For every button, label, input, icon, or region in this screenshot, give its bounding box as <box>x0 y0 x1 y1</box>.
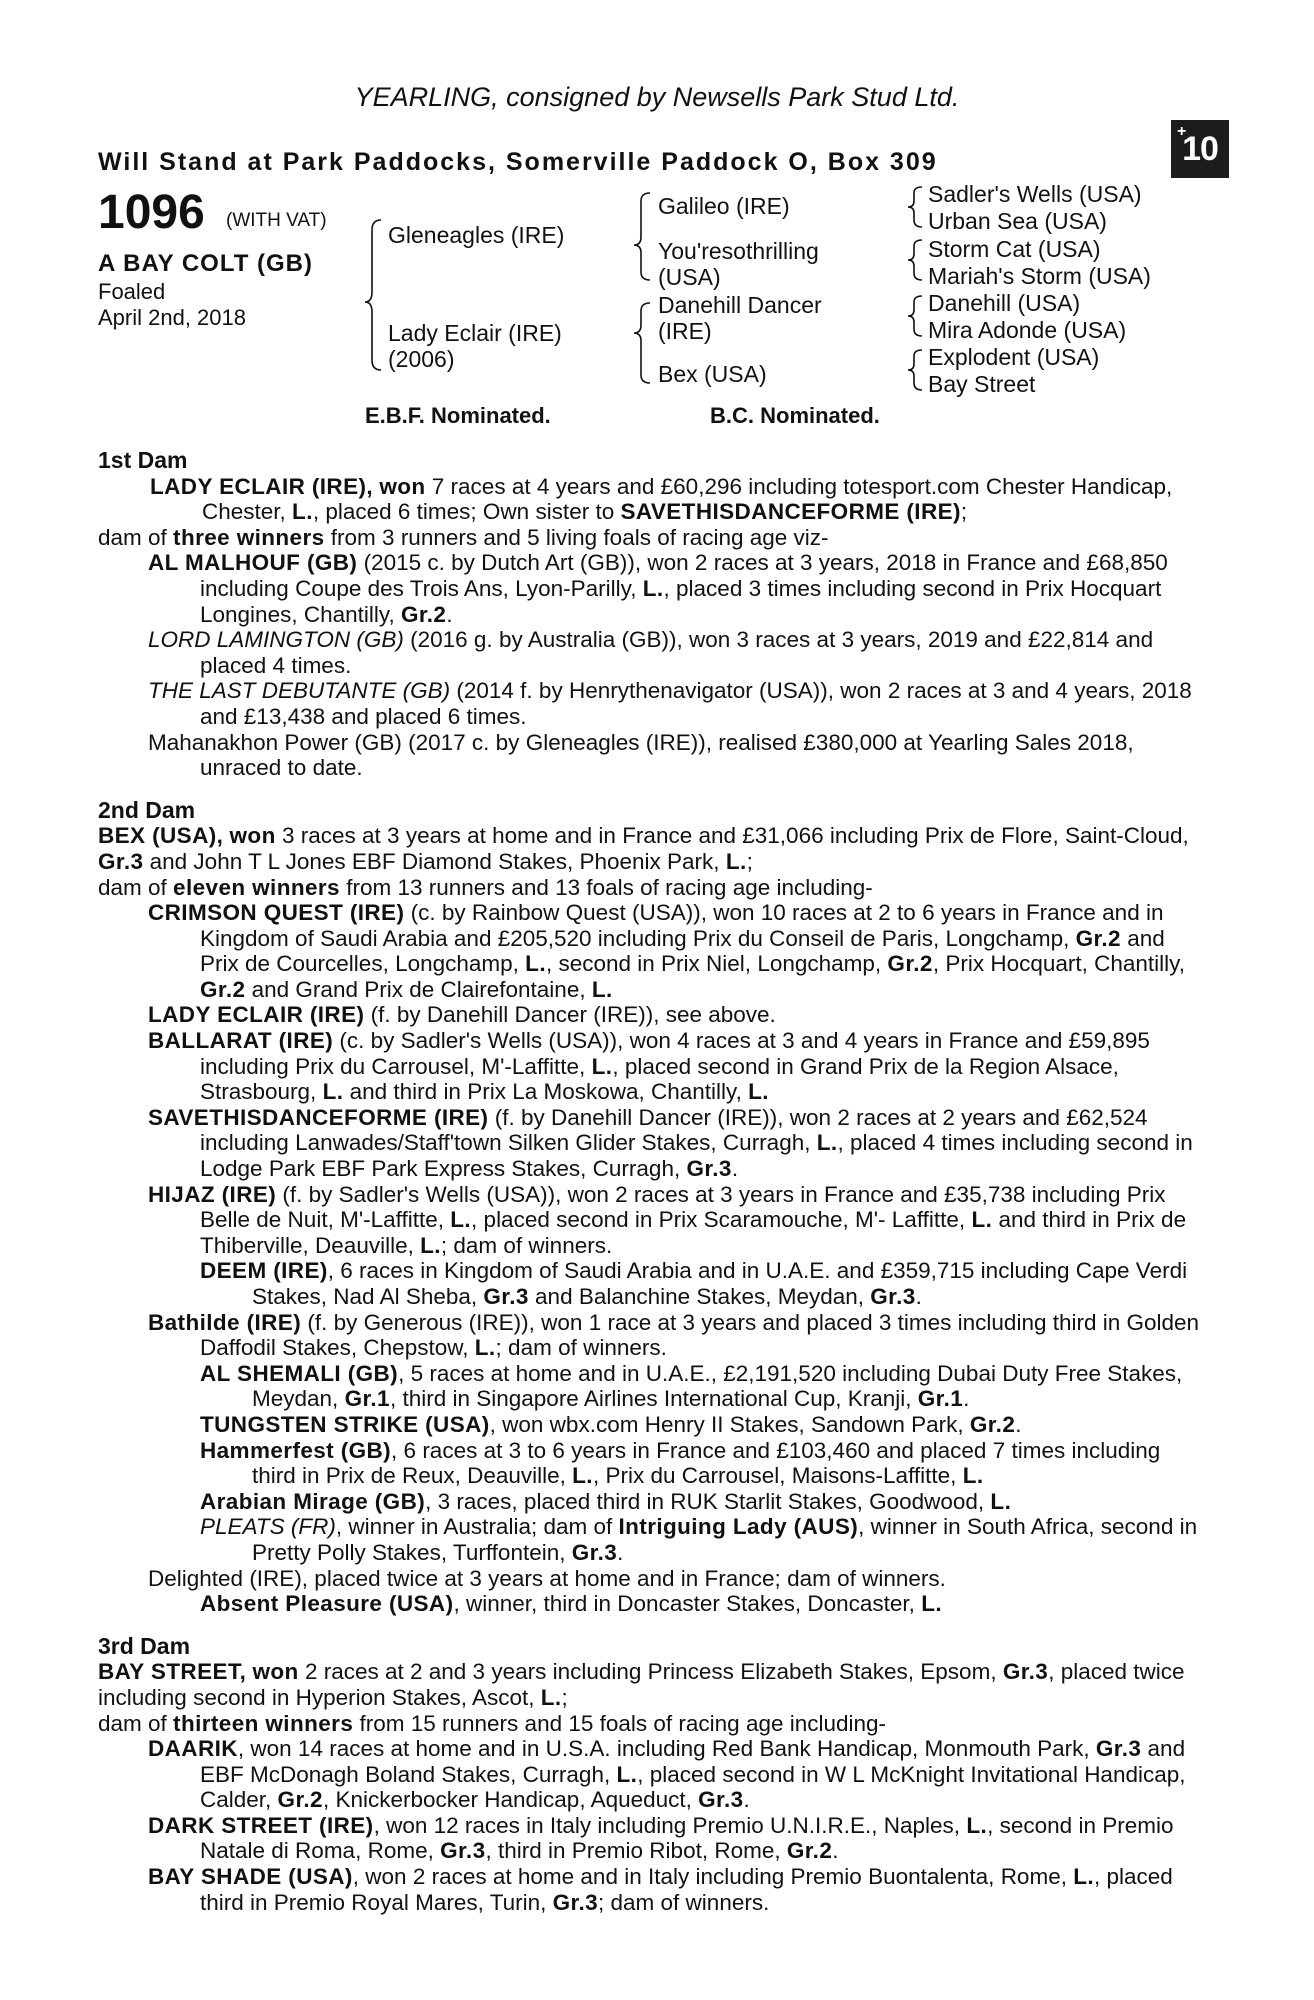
text: , placed 4 <box>837 1130 936 1156</box>
listed-tag: L. <box>725 848 747 874</box>
group-tag: Gr.2 <box>887 951 933 977</box>
text: , placed twice including second in Hyperion Stakes, Ascot, <box>98 1659 1185 1710</box>
listed-tag: L. <box>540 1684 562 1710</box>
grand-produce-entry <box>200 1258 1208 1309</box>
text: including Prix Belle de Nuit, M'-Laffitte, <box>200 1181 1166 1233</box>
punct: , <box>216 823 224 849</box>
second-dam-heading: 2nd Dam <box>98 796 196 823</box>
text: Region Alsace, Strasbourg, <box>200 1053 1119 1105</box>
produce-entry <box>148 627 1208 678</box>
pedigree-dam-name: Lady Eclair (IRE) <box>388 320 562 346</box>
punct: ; <box>746 848 753 874</box>
grand-produce-entry <box>200 1514 1208 1565</box>
text: 3 races at 3 years at home and in France and £31,066 including Prix de Flore, <box>282 823 1059 849</box>
horse-name: SAVETHISDANCEFORME (IRE) <box>148 1104 489 1130</box>
text: McKnight Invitational Handicap, Calder, <box>200 1761 1186 1813</box>
group-tag: Gr.3 <box>483 1284 529 1309</box>
pedigree-g4: Mariah's Storm (USA) <box>928 263 1151 289</box>
group-tag: Gr.2 <box>786 1838 833 1864</box>
horse-name: Hammerfest (GB) <box>200 1437 392 1463</box>
produce-entry <box>148 1566 1208 1592</box>
winners-count: eleven winners <box>173 874 340 900</box>
second-dam-record <box>98 823 1208 874</box>
grand-produce-entry <box>200 1591 1208 1617</box>
text: dam of <box>98 874 174 900</box>
text: , won wbx.com Henry II Stakes, Sandown Park, <box>489 1411 970 1437</box>
first-dam-heading: 1st Dam <box>98 447 188 473</box>
produce-entry <box>148 900 1208 1002</box>
group-tag: Gr.3 <box>98 848 144 874</box>
produce-record <box>98 448 1208 1915</box>
badge-plus-icon: + <box>1177 123 1186 140</box>
pedigree-g5: Danehill (USA) <box>928 290 1081 316</box>
text: and John T L Jones EBF Diamond Stakes, Phoenix Park, <box>143 848 726 874</box>
horse-name: CRIMSON QUEST (IRE) <box>148 900 405 926</box>
pedigree-dam-year: (2006) <box>388 346 455 372</box>
text: France and in Kingdom of Saudi Arabia and £205,520 including Prix du Conseil de Paris, <box>200 900 1164 951</box>
grand-produce-entry <box>200 1412 1208 1438</box>
text: and £62,524 including Lanwades/Staff'town Silken Glider Stakes, Curragh, <box>200 1104 1148 1156</box>
group-tag: Gr.3 <box>870 1284 916 1309</box>
produce-entry <box>148 1105 1208 1182</box>
pedigree-sire-dam-origin: (USA) <box>658 264 721 290</box>
punct: ; <box>561 1684 568 1710</box>
produce-entry <box>148 1002 1208 1028</box>
text: , second in Prix Niel, <box>545 951 752 977</box>
listed-tag: L. <box>616 1761 638 1787</box>
horse-name: LORD LAMINGTON (GB) <box>148 627 404 653</box>
grand-produce-entry <box>200 1489 1208 1515</box>
lot-number: 1096 <box>98 186 205 239</box>
pedigree-brackets <box>0 0 1314 420</box>
text: , Knickerbocker Handicap, Aqueduct, <box>322 1787 699 1813</box>
stand-location: Will Stand at Park Paddocks, Somerville Paddock O, Box 309 <box>98 148 938 176</box>
listed-tag: L. <box>292 499 313 525</box>
text: and Prix de Courcelles, Longchamp, <box>200 925 1165 977</box>
third-dam-heading: 3rd Dam <box>98 1632 191 1659</box>
text: , 5 races at home and in U.A.E., £2,191,520 including Dubai Duty <box>398 1360 1049 1386</box>
text: Africa, second in Pretty Polly Stakes, Turffontein, <box>252 1514 1198 1565</box>
text: , 6 races at 3 to 6 years in France and £103,460 and placed 7 times <box>391 1437 1066 1463</box>
punct: . <box>915 1284 922 1309</box>
text: , 3 races, placed third in RUK Starlit Stakes, Goodwood, <box>425 1488 991 1514</box>
text: times including second in Lodge Park EBF Park Express Stakes, Curragh, <box>200 1130 1193 1182</box>
punct: . <box>1015 1411 1022 1437</box>
second-dam-produce <box>98 875 1208 901</box>
listed-tag: L. <box>420 1232 441 1258</box>
horse-name: PLEATS (FR) <box>200 1514 336 1540</box>
winners-count: three winners <box>173 524 325 550</box>
text: (f. by Danehill Dancer (IRE)), see above. <box>364 1002 776 1028</box>
text: £59,895 including Prix du Carrousel, M'-Laffitte, <box>200 1028 1150 1079</box>
produce-entry <box>148 678 1208 729</box>
third-dam-produce <box>98 1711 1208 1737</box>
text: and EBF McDonagh Boland Stakes, Curragh, <box>200 1736 1186 1787</box>
punct: ; <box>960 499 968 525</box>
third-dam-record <box>98 1659 1208 1710</box>
text: ; dam of winners. <box>495 1335 667 1361</box>
group-tag: Gr.3 <box>440 1838 486 1864</box>
text: (f. by Generous (IRE)), won 1 race at 3 years and placed 3 times including <box>301 1309 1047 1335</box>
pedigree-sire-dam <box>658 238 819 290</box>
text: , placed 6 times; Own sister to <box>312 499 621 525</box>
group-tag: Gr.3 <box>1002 1659 1049 1685</box>
text: Delighted (IRE), placed twice at 3 years at home and in France; dam of winners. <box>148 1565 946 1591</box>
pedigree-sire-sire: Galileo (IRE) <box>658 193 790 219</box>
foaled-date: April 2nd, 2018 <box>98 305 246 330</box>
text: 2 races at 2 and 3 years including Princess Elizabeth Stakes, Epsom, <box>304 1659 997 1685</box>
badge-number: 10 <box>1182 129 1218 168</box>
pedigree-sire: Gleneagles (IRE) <box>388 222 565 248</box>
punct: . <box>832 1838 839 1864</box>
punct: . <box>731 1156 739 1182</box>
listed-tag: L. <box>525 951 546 977</box>
bc-nomination: B.C. Nominated. <box>710 403 880 428</box>
produce-entry <box>148 1813 1208 1864</box>
text: , placed second in Prix Scaramouche, M'- <box>471 1207 886 1233</box>
text: and third in Prix La Moskowa, Chantilly, <box>343 1079 749 1105</box>
listed-tag: L. <box>966 1812 988 1838</box>
text: from 3 runners and 5 living foals of racing age viz- <box>324 524 829 550</box>
text: , placed second in W L <box>637 1761 865 1787</box>
punct: . <box>446 601 453 627</box>
text: , won 12 races in Italy including Premio U.N.I.R.E., Naples, <box>373 1812 967 1838</box>
text: Handicap, Chester, <box>202 473 1173 525</box>
won-label: won <box>379 473 426 499</box>
listed-tag: L. <box>474 1335 496 1361</box>
text: , placed third in Premio Royal Mares, Turin, <box>200 1864 1173 1915</box>
text: (c. by Rainbow Quest (USA)), won 10 races at 2 to 6 years in <box>404 900 1020 926</box>
text: £22,814 and placed 4 times. <box>200 627 1154 678</box>
text: ; dam of winners. <box>598 1889 770 1915</box>
group-tag: Gr.3 <box>698 1787 744 1813</box>
text: (f. by Danehill Dancer (IRE)), won 2 races at 2 years <box>488 1104 1017 1130</box>
group-tag: Gr.1 <box>917 1386 964 1412</box>
horse-name: LADY ECLAIR (IRE) <box>150 473 367 499</box>
text: and Balanchine Stakes, Meydan, <box>528 1284 871 1309</box>
group-tag: Gr.2 <box>200 976 246 1002</box>
listed-tag: L. <box>572 1463 593 1489</box>
punct: , <box>239 1659 247 1685</box>
horse-name: THE LAST DEBUTANTE (GB) <box>148 678 451 704</box>
consignor-heading: YEARLING, consigned by Newsells Park Stud Ltd. <box>354 82 960 112</box>
text: ; dam of winners. <box>440 1232 613 1258</box>
text: second in Premio Natale di Roma, Rome, <box>200 1812 1174 1864</box>
text: Rome, <box>1000 1864 1074 1890</box>
horse-name: LADY ECLAIR (IRE) <box>148 1002 365 1028</box>
text: (f. by Sadler's Wells (USA)), won 2 races at 3 years in France and £35,738 <box>276 1181 1026 1207</box>
text: second in Prix Hocquart Longines, Chantilly, <box>200 575 1162 627</box>
text: dam of <box>98 524 174 550</box>
vat-note: (WITH VAT) <box>226 210 327 231</box>
produce-entry <box>148 550 1208 627</box>
listed-tag: L. <box>642 575 664 601</box>
listed-tag: L. <box>1073 1864 1095 1890</box>
listed-tag: L. <box>748 1079 769 1105</box>
horse-name: Arabian Mirage (GB) <box>200 1488 426 1514</box>
text: dam of <box>98 1710 174 1736</box>
punct: , <box>366 473 374 499</box>
horse-name: AL MALHOUF (GB) <box>148 550 358 576</box>
horse-name: SAVETHISDANCEFORME (IRE) <box>620 499 961 525</box>
text: , 6 races in Kingdom of Saudi Arabia and in U.A.E. and £359,715 including <box>327 1258 1070 1284</box>
grand-produce-entry <box>200 1361 1208 1412</box>
text: Cape Verdi Stakes, Nad Al Sheba, <box>252 1258 1188 1309</box>
group-tag: Gr.3 <box>686 1156 732 1182</box>
text: and third in Prix de Thiberville, Deauville, <box>200 1207 1187 1258</box>
text: (2015 c. by Dutch Art (GB)), won 2 races at 3 years, 2018 in France <box>357 550 1037 576</box>
text: Laffitte, <box>891 1207 972 1233</box>
first-dam-produce <box>98 525 1208 551</box>
text: Free Stakes, Meydan, <box>252 1360 1183 1412</box>
pedigree-dam <box>388 320 562 372</box>
group-tag: Gr.2 <box>969 1411 1016 1437</box>
foaled-label: Foaled <box>98 279 166 304</box>
pedigree-g3: Storm Cat (USA) <box>928 236 1101 262</box>
text: 7 races at 4 years and £60,296 including totesport.com Chester <box>431 473 1065 499</box>
listed-tag: L. <box>962 1463 984 1489</box>
text: , Prix Hocquart, Chantilly, <box>932 951 1185 977</box>
text: , placed 3 times including <box>663 575 917 601</box>
ebf-nomination: E.B.F. Nominated. <box>365 403 551 428</box>
horse-name: DEEM (IRE) <box>200 1258 328 1284</box>
text: , third in Premio Ribot, Rome, <box>485 1838 787 1864</box>
text: third in Golden Daffodil Stakes, Chepstow, <box>200 1309 1200 1361</box>
listed-tag: L. <box>591 1053 613 1079</box>
pedigree-g8: Bay Street <box>928 371 1036 397</box>
punct: . <box>617 1539 624 1565</box>
produce-entry <box>148 730 1208 781</box>
group-tag: Gr.2 <box>1075 925 1121 951</box>
listed-tag: L. <box>921 1591 942 1617</box>
text: (2016 g. by Australia (GB)), won 3 races at 3 years, 2019 and <box>403 627 1022 653</box>
group-tag: Gr.3 <box>552 1889 599 1915</box>
horse-name: BAY STREET <box>98 1659 240 1685</box>
text: from 13 runners and 13 foals of racing age including- <box>339 874 873 900</box>
winners-count: thirteen winners <box>173 1710 354 1736</box>
text: , won 14 races at home and in U.S.A. including Red Bank Handicap, Monmouth <box>237 1736 1031 1762</box>
group-tag: Gr.3 <box>571 1539 618 1565</box>
text: including third in Prix de Reux, Deauville, <box>252 1437 1161 1489</box>
pedigree-g2: Urban Sea (USA) <box>928 208 1107 234</box>
group-tag: Gr.2 <box>277 1787 323 1813</box>
text: , won 2 races at home and in Italy including Premio Buontalenta, <box>352 1864 995 1890</box>
text: Mahanakhon Power (GB) (2017 c. by Gleneagles (IRE)), realised £380,000 at Yearling Sales <box>148 729 1072 755</box>
horse-name: Absent Pleasure (USA) <box>200 1591 454 1617</box>
horse-name: HIJAZ (IRE) <box>148 1181 277 1207</box>
group-tag: Gr.2 <box>400 601 447 627</box>
produce-entry <box>148 1864 1208 1915</box>
pedigree-dam-sire-origin: (IRE) <box>658 318 712 344</box>
pedigree-sire-dam-name: You'resothrilling <box>658 238 819 264</box>
punct: , <box>987 1812 994 1838</box>
first-dam-record <box>150 474 1208 525</box>
text: and Grand Prix de Clairefontaine, <box>245 976 592 1002</box>
won-label: won <box>229 823 276 849</box>
grand-produce-entry <box>200 1438 1208 1489</box>
text: Longchamp, <box>757 951 888 977</box>
horse-name: TUNGSTEN STRIKE (USA) <box>200 1411 490 1437</box>
horse-name: DARK STREET (IRE) <box>148 1812 374 1838</box>
text: , winner in South <box>858 1514 1026 1540</box>
pedigree-dam-sire-name: Danehill Dancer <box>658 292 822 318</box>
text: (2014 f. by Henrythenavigator (USA)), won 2 races at 3 and 4 <box>450 678 1068 704</box>
pedigree-dam-dam: Bex (USA) <box>658 361 767 387</box>
punct: . <box>743 1787 750 1813</box>
text: , third in Singapore Airlines International Cup, Kranji, <box>389 1386 918 1412</box>
text: Park, <box>1037 1736 1096 1762</box>
horse-name: Intriguing Lady (AUS) <box>618 1514 859 1540</box>
won-label: won <box>252 1659 299 1685</box>
text: , winner, third in Doncaster Stakes, Doncaster, <box>453 1591 922 1617</box>
horse-name: AL SHEMALI (GB) <box>200 1360 399 1386</box>
produce-entry <box>148 1028 1208 1105</box>
group-tag: Gr.1 <box>344 1386 390 1412</box>
listed-tag: L. <box>450 1207 472 1233</box>
punct: . <box>963 1386 970 1412</box>
pedigree-dam-sire <box>658 292 822 344</box>
horse-name: DAARIK <box>148 1736 238 1762</box>
pedigree-g6: Mira Adonde (USA) <box>928 317 1127 343</box>
text: (c. by Sadler's Wells (USA)), won 4 races at 3 and 4 years in France and <box>333 1028 1063 1054</box>
horse-name: Bathilde (IRE) <box>148 1309 302 1335</box>
lot-title: A BAY COLT (GB) <box>98 250 314 277</box>
text: Longchamp, <box>945 925 1076 951</box>
text: from 15 runners and 15 foals of racing age including- <box>353 1710 887 1736</box>
group-tag: Gr.3 <box>1095 1736 1142 1762</box>
text: , Prix du Carrousel, Maisons-Laffitte, <box>592 1463 963 1489</box>
text: years, 2018 and £13,438 and placed 6 times. <box>200 678 1192 729</box>
text: , winner in Australia; dam of <box>335 1514 619 1540</box>
horse-name: BEX (USA) <box>98 823 217 849</box>
produce-entry <box>148 1736 1208 1813</box>
pedigree-g7: Explodent (USA) <box>928 344 1100 370</box>
listed-tag: L. <box>990 1488 1012 1514</box>
text: 2018, unraced to date. <box>200 729 1134 781</box>
pedigree-g1: Sadler's Wells (USA) <box>928 181 1142 207</box>
listed-tag: L. <box>816 1130 838 1156</box>
text: Saint-Cloud, <box>1064 823 1189 849</box>
produce-entry <box>148 1310 1208 1361</box>
horse-name: BALLARAT (IRE) <box>148 1028 334 1054</box>
text: and £68,850 including Coupe des Trois Ans, Lyon-Parilly, <box>200 550 1168 601</box>
text: , placed second in Grand Prix de la <box>612 1053 963 1079</box>
produce-entry <box>148 1182 1208 1259</box>
listed-tag: L. <box>591 976 613 1002</box>
listed-tag: L. <box>971 1207 993 1233</box>
horse-name: BAY SHADE (USA) <box>148 1864 353 1890</box>
listed-tag: L. <box>322 1079 344 1105</box>
